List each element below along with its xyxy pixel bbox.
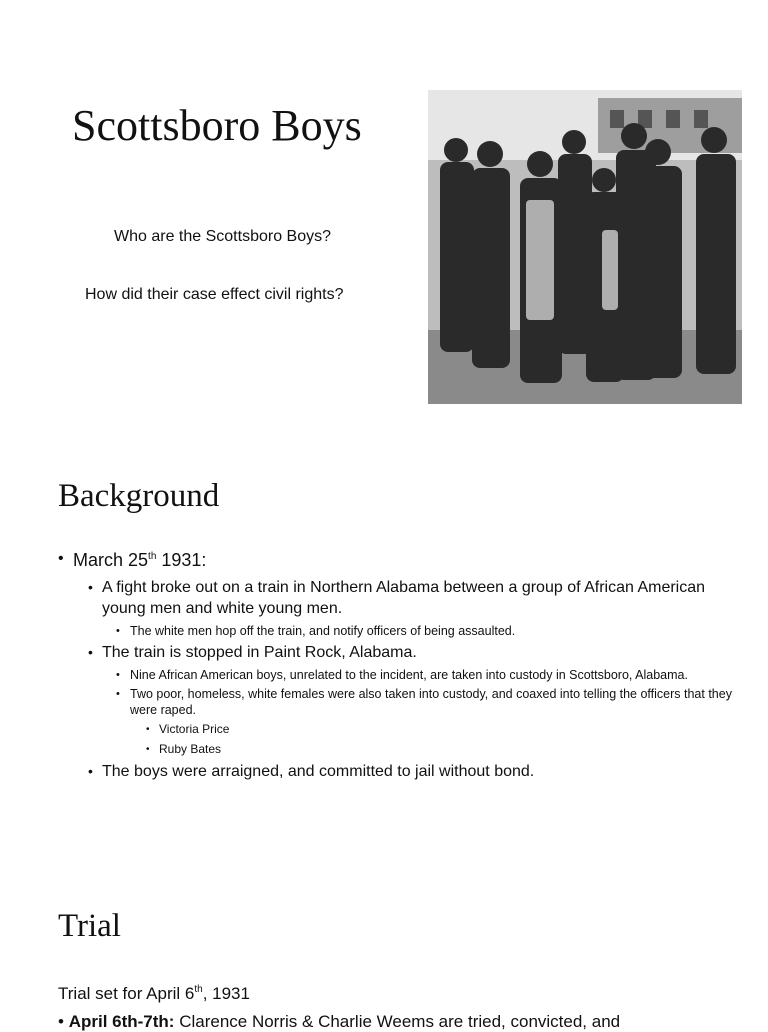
trial-heading: Trial [58,908,121,944]
fight-text: A fight broke out on a train in Northern Alabama between a group of African American young men and white young men. [102,579,706,617]
bullet-dot-icon: • [146,744,150,755]
bullet-dot-icon: • [58,550,64,567]
bullet-two-females [58,686,748,718]
bullet-dot-icon: • [88,579,93,595]
name1-text: Victoria Price [159,722,230,736]
hop-off-text: The white men hop off the train, and notify officers of being assaulted. [130,624,516,638]
date-sup: th [148,551,157,562]
bullet-arraigned [58,761,748,782]
slide1-title: Scottsboro Boys [72,101,362,150]
trial-set-sup: th [194,984,203,995]
bullet-dot-icon: • [88,763,93,779]
scottsboro-photo [428,90,742,404]
trial-cutoff-line: • April 6th-7th: Clarence Norris & Charlie Weems are tried, convicted, and [58,1012,621,1031]
trial-set-prefix: Trial set for April 6 [58,984,195,1003]
bullet-dot-icon: • [116,625,120,637]
train-stopped-text: The train is stopped in Paint Rock, Alabama. [102,644,417,661]
trial-date-line [58,984,250,1004]
bullet-dot-icon: • [116,688,120,700]
nine-boys-text: Nine African American boys, unrelated to the incident, are taken into custody in Scottsboro, Alabama. [130,668,688,682]
bullet-dot-icon: • [146,724,150,735]
bullet-nine-boys [58,667,748,683]
bullet-train-stopped [58,642,748,663]
background-bullets [58,550,748,786]
background-heading: Background [58,478,220,514]
bullet-date [58,550,748,571]
bullet-fight [58,577,748,619]
name2-text: Ruby Bates [159,742,222,756]
two-females-text: Two poor, homeless, white females were also taken into custody, and coaxed into telling the officers that they were raped. [130,687,732,717]
bullet-name-2 [58,741,748,758]
trial-cut-rest: Clarence Norris & Charlie Weems are tried, convicted, and [174,1012,621,1031]
arraigned-text: The boys were arraigned, and committed to jail without bond. [102,763,535,780]
bullet-hop-off [58,623,748,639]
trial-set-suffix: , 1931 [202,984,250,1003]
bullet-dot-icon: • [116,669,120,681]
question-effect: How did their case effect civil rights? [85,286,344,303]
date-prefix: March 25 [73,550,149,570]
trial-cut-bold: April 6th-7th: [68,1012,175,1031]
bullet-dot-icon: • [88,644,93,660]
bullet-name-1 [58,721,748,738]
date-suffix: 1931: [156,550,207,570]
question-who: Who are the Scottsboro Boys? [114,228,331,245]
